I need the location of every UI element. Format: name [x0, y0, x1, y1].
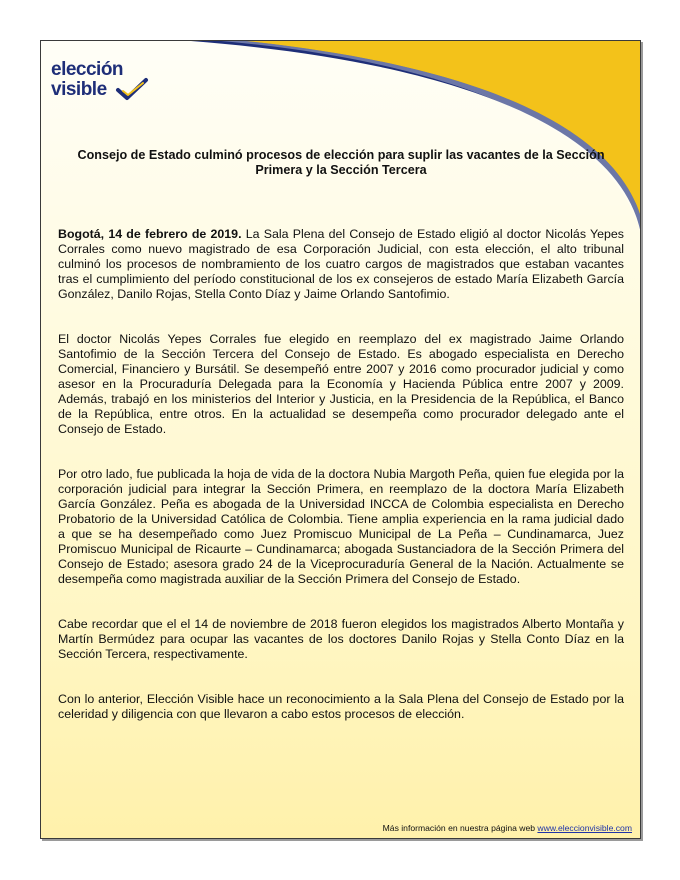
paragraph-text: La Sala Plena del Consejo de Estado eligió al doctor Nicolás Yepes Corrales como nuevo magistrado de esa Corporación Judicial, con esta elección, el alto tribunal culminó los procesos de nombramiento de los cuatro cargos de magistrados que estaban vacantes tras el cumplimiento del período constitucional de los ex consejeros de estado María Elizabeth García González, Danilo Rojas, Stella Conto Díaz y Jaime Orlando Santofimio.	[58, 227, 624, 301]
website-link[interactable]: www.eleccionvisible.com	[537, 823, 632, 833]
footer-text: Más información en nuestra página web	[382, 823, 538, 833]
article-headline: Consejo de Estado culminó procesos de elección para suplir las vacantes de la Sección Primera y la Sección Tercera	[77, 148, 605, 177]
article-body	[58, 227, 624, 752]
paragraph-text: El doctor Nicolás Yepes Corrales fue elegido en reemplazo del ex magistrado Jaime Orlando Santofimio de la Sección Tercera del Consejo de Estado. Es abogado especialista en Derecho Comercial, Financiero y Bursátil. Se desempeñó entre 2007 y 2016 como procurador judicial y como asesor en la Procuraduría Delegada para la Economía y Hacienda Pública entre 2007 y 2009. Además, trabajó en los ministerios del Interior y Justicia, en la Presidencia de la República, el Banco de la República, entre otros. En la actualidad se desempeña como procurador delegado ante el Consejo de Estado.	[58, 332, 624, 436]
paragraph-text: Por otro lado, fue publicada la hoja de vida de la doctora Nubia Margoth Peña, quien fue elegida por la corporación judicial para integrar la Sección Primera, en reemplazo de la doctora María Elizabeth García González. Peña es abogada de la Universidad INCCA de Colombia especialista en Derecho Probatorio de la Universidad Católica de Colombia. Tiene amplia experiencia en la rama judicial dado a que se ha desempeñado como Juez Promiscuo Municipal de La Peña – Cundinamarca, Juez Promiscuo Municipal de Ricaurte – Cundinamarca; abogada Sustanciadora de la Sección Primera del Consejo de Estado; asesora grado 24 de la Viceprocuraduría General de la Nación. Actualmente se desempeña como magistrada auxiliar de la Sección Primera del Consejo de Estado.	[58, 467, 624, 586]
document-page	[40, 40, 641, 839]
article-paragraph-3	[58, 467, 624, 587]
dateline: Bogotá, 14 de febrero de 2019.	[58, 227, 242, 241]
logo-text-line-2: visible	[51, 79, 107, 100]
eleccion-visible-logo	[51, 55, 161, 109]
paragraph-text: Con lo anterior, Elección Visible hace un reconocimiento a la Sala Plena del Consejo de Estado por la celeridad y diligencia con que llevaron a cabo estos procesos de elección.	[58, 692, 624, 721]
footer-note	[383, 823, 632, 833]
paragraph-text: Cabe recordar que el el 14 de noviembre de 2018 fueron elegidos los magistrados Alberto Montaña y Martín Bermúdez para ocupar las vacantes de los doctores Danilo Rojas y Stella Conto Díaz en la Sección Tercera, respectivamente.	[58, 617, 624, 661]
logo-text-line-1: elección	[51, 59, 124, 80]
logo-checkmark-icon	[115, 77, 149, 101]
article-paragraph-4	[58, 617, 624, 662]
article-paragraph-1	[58, 227, 624, 302]
article-paragraph-5	[58, 692, 624, 722]
article-paragraph-2	[58, 332, 624, 437]
